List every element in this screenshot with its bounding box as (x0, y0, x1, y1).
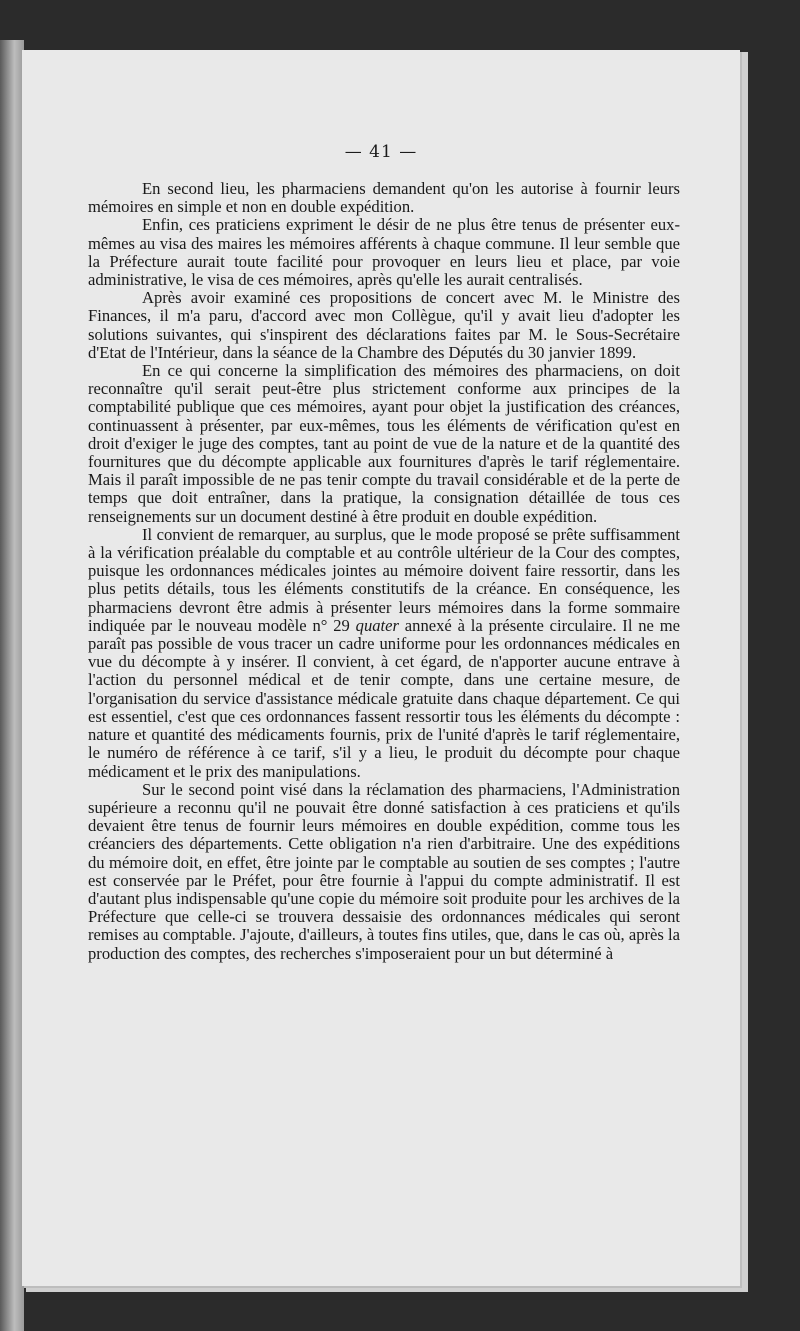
paragraph-5-continuation: annexé à la présente circulaire. Il ne me paraît pas possible de vous tracer un cadre uniforme pour les ordonnances médicales en vue du décompte à y insérer. Il convient, à cet égard, de n'apporter aucune entrave à l'action du personnel médical et de tenir compte, dans une certaine mesure, de l'organisation du service d'assistance médicale gratuite dans chaque département. Ce qui est essentiel, c'est que ces ordonnances fassent ressortir tous les éléments du décompte : nature et quantité des médicaments fournis, prix de l'unité d'après le tarif réglementaire, le numéro de référence à ce tarif, s'il y a lieu, le produit du décompte pour chaque médicament et le prix des manipulations. (88, 615, 680, 781)
body-text (88, 180, 680, 963)
paragraph-2: Enfin, ces praticiens expriment le désir de ne plus être tenus de présenter eux-mêmes au visa des maires les mémoires afférents à chaque commune. Il leur semble que la Préfecture aurait toute facilité pour provoquer en leurs lieu et place, par voie administrative, le visa de ces mémoires, après qu'elle les aurait centralisés. (88, 215, 680, 290)
paragraph-4: En ce qui concerne la simplification des mémoires des pharmaciens, on doit reconnaître qu'il serait peut-être plus strictement conforme aux principes de la comptabilité publique que ces mémoires, ayant pour objet la justification des créances, continuassent à présenter, par eux-mêmes, tous les éléments de vérification qu'est en droit d'exiger le juge des comptes, tant au point de vue de la nature et de la quantité des fournitures que du décompte applicable aux fournitures d'après le tarif réglementaire. Mais il paraît impossible de ne pas tenir compte du travail considérable et de la perte de temps que doit entraîner, dans la pratique, la consignation détaillée de tous ces renseignements sur un document destiné à être produit en double expédition. (88, 361, 680, 526)
paragraph-5 (88, 526, 680, 781)
document-page (22, 50, 740, 1286)
paragraph-6: Sur le second point visé dans la réclamation des pharmaciens, l'Administration supérieure a reconnu qu'il ne pouvait être donné satisfaction à ces praticiens et qu'ils devaient être tenus de fournir leurs mémoires en double expédition, comme tous les créanciers des départements. Cette obligation n'a rien d'arbitraire. Une des expéditions du mémoire doit, en effet, être jointe par le comptable au soutien de ses comptes ; l'autre est conservée par le Préfet, pour être fournie à l'appui du compte administratif. Il est d'autant plus indispensable qu'une copie du mémoire soit produite pour les archives de la Préfecture que celle-ci se trouvera dessaisie des ordonnances médicales qui seront remises au comptable. J'ajoute, d'ailleurs, à toutes fins utiles, que, dans le cas où, après la production des comptes, des recherches s'imposeraient pour un but déterminé à (88, 779, 680, 963)
italic-quater: quater (355, 615, 399, 635)
paragraph-1: En second lieu, les pharmaciens demandent qu'on les autorise à fournir leurs mémoires en simple et non en double expédition. (88, 179, 680, 217)
page-number: — 41 — (344, 142, 418, 162)
paragraph-3: Après avoir examiné ces propositions de concert avec M. le Ministre des Finances, il m'a paru, d'accord avec mon Collègue, qu'il y avait lieu d'adopter les solutions suivantes, qui s'inspirent des déclarations faites par M. le Sous-Secrétaire d'Etat de l'Intérieur, dans la séance de la Chambre des Députés du 30 janvier 1899. (88, 288, 680, 362)
book-binding-edge (0, 40, 24, 1331)
paragraph-5-text: Il convient de remarquer, au surplus, que le mode proposé se prête suffisamment à la vérification préalable du comptable et au contrôle ultérieur de la Cour des comptes, puisque les ordonnances médicales jointes au mémoire doivent faire ressortir, dans les plus petits détails, tous les éléments constitutifs de la créance. En conséquence, les pharmaciens devront être admis à présenter leurs mémoires dans la forme sommaire indiquée par le nouveau modèle n° 29 (88, 524, 680, 635)
